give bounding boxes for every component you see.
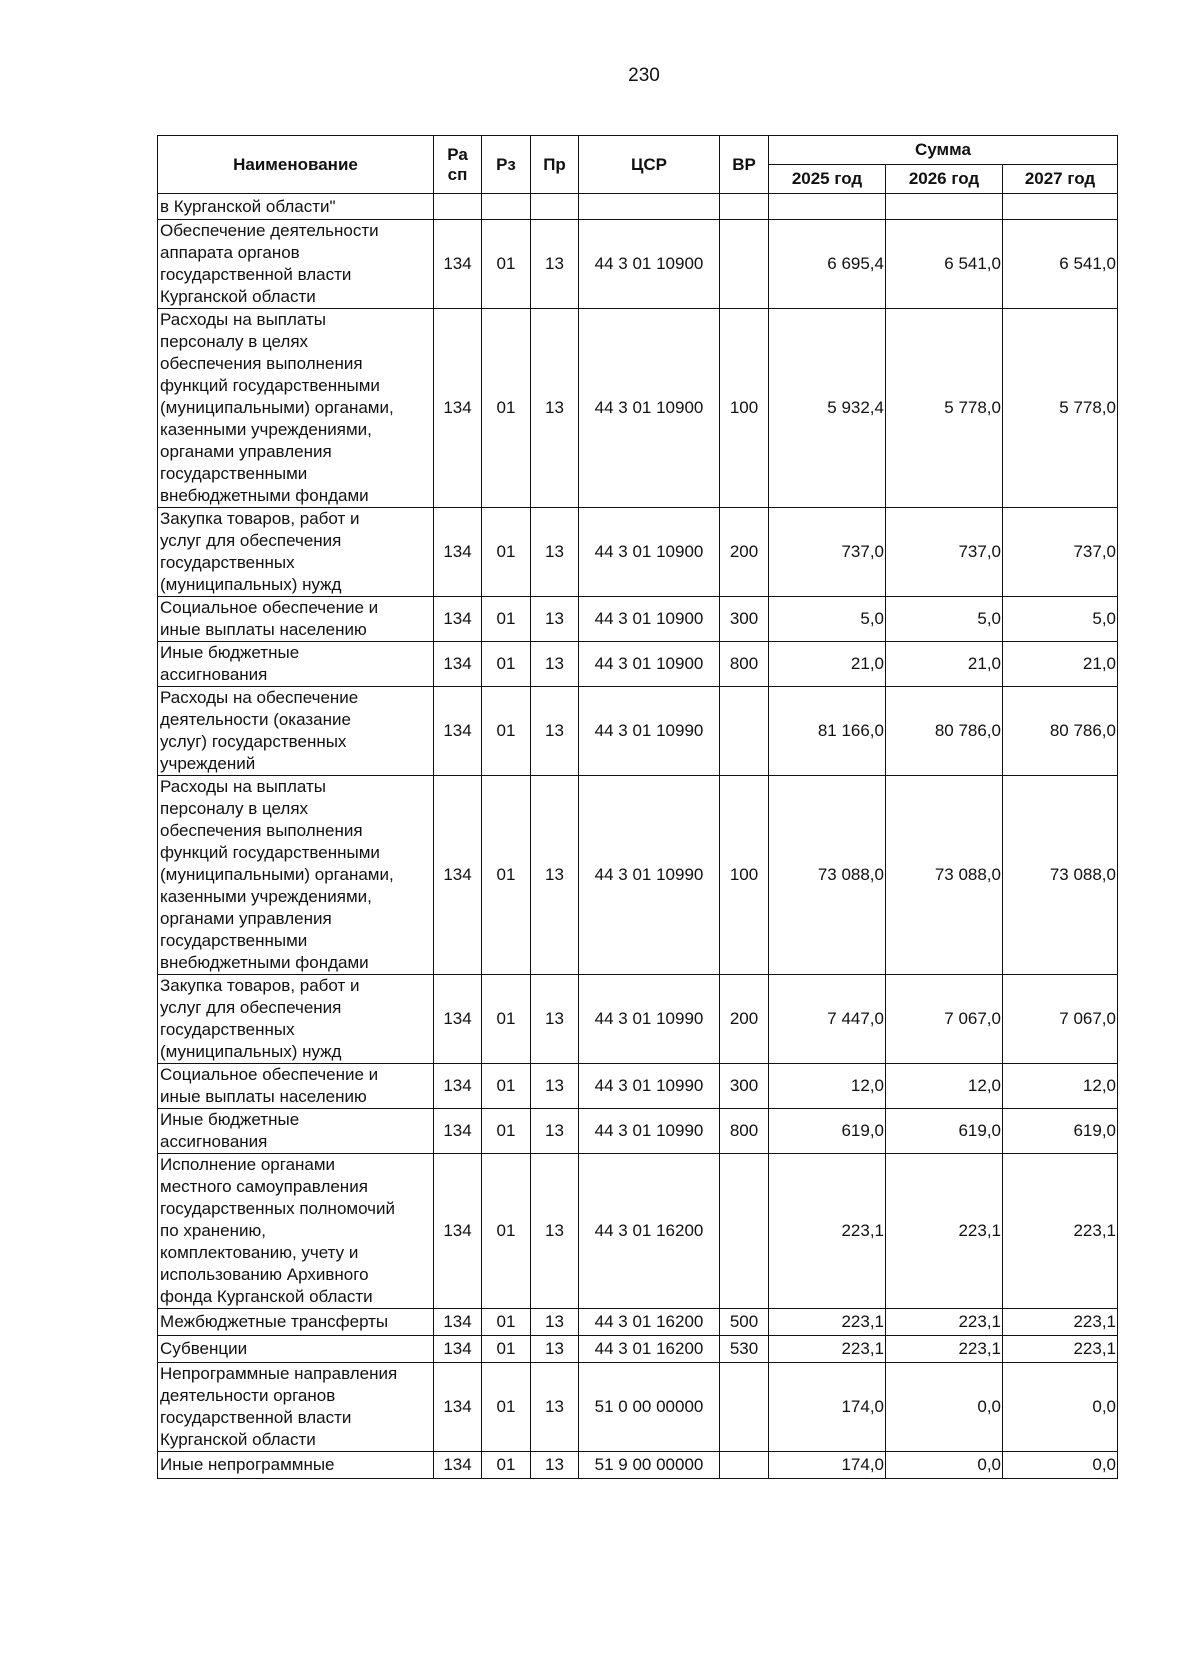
cell-vr: 100 xyxy=(720,776,769,975)
cell-pr: 13 xyxy=(531,1452,579,1479)
cell-s2026: 0,0 xyxy=(886,1452,1003,1479)
cell-vr xyxy=(720,1154,769,1309)
cell-csr: 44 3 01 10900 xyxy=(579,642,720,687)
cell-pr: 13 xyxy=(531,1309,579,1336)
table-row xyxy=(158,508,1118,597)
cell-s2025: 619,0 xyxy=(769,1109,886,1154)
cell-pr: 13 xyxy=(531,776,579,975)
table-row xyxy=(158,194,1118,220)
cell-vr xyxy=(720,1452,769,1479)
cell-rasp: 134 xyxy=(434,776,482,975)
cell-s2027: 21,0 xyxy=(1003,642,1118,687)
table-row xyxy=(158,642,1118,687)
cell-s2025: 73 088,0 xyxy=(769,776,886,975)
cell-s2026: 0,0 xyxy=(886,1363,1003,1452)
cell-rasp: 134 xyxy=(434,309,482,508)
cell-rz: 01 xyxy=(482,309,531,508)
cell-name: Исполнение органами местного самоуправления государственных полномочий по хранению, комплектованию, учету и использованию Архивного фонда Курганской области xyxy=(158,1154,434,1309)
cell-rz: 01 xyxy=(482,642,531,687)
cell-rz: 01 xyxy=(482,975,531,1064)
cell-vr xyxy=(720,194,769,220)
cell-name: Расходы на обеспечение деятельности (оказание услуг) государственных учреждений xyxy=(158,687,434,776)
cell-s2027: 5 778,0 xyxy=(1003,309,1118,508)
cell-s2025: 81 166,0 xyxy=(769,687,886,776)
cell-s2026: 5,0 xyxy=(886,597,1003,642)
cell-s2025: 7 447,0 xyxy=(769,975,886,1064)
cell-rasp: 134 xyxy=(434,220,482,309)
cell-vr: 300 xyxy=(720,1064,769,1109)
cell-vr xyxy=(720,220,769,309)
cell-rasp: 134 xyxy=(434,975,482,1064)
cell-csr: 44 3 01 10900 xyxy=(579,508,720,597)
cell-vr xyxy=(720,687,769,776)
cell-s2025 xyxy=(769,194,886,220)
cell-name: Субвенции xyxy=(158,1336,434,1363)
cell-s2027: 223,1 xyxy=(1003,1309,1118,1336)
cell-vr: 300 xyxy=(720,597,769,642)
header-2027: 2027 год xyxy=(1003,165,1118,194)
cell-s2025: 174,0 xyxy=(769,1452,886,1479)
cell-s2027: 223,1 xyxy=(1003,1336,1118,1363)
cell-rz: 01 xyxy=(482,1452,531,1479)
cell-s2027: 73 088,0 xyxy=(1003,776,1118,975)
cell-csr: 44 3 01 10900 xyxy=(579,309,720,508)
cell-s2026: 6 541,0 xyxy=(886,220,1003,309)
cell-s2025: 6 695,4 xyxy=(769,220,886,309)
cell-pr: 13 xyxy=(531,309,579,508)
cell-csr: 44 3 01 16200 xyxy=(579,1336,720,1363)
cell-s2025: 21,0 xyxy=(769,642,886,687)
cell-s2025: 174,0 xyxy=(769,1363,886,1452)
cell-csr: 44 3 01 10990 xyxy=(579,975,720,1064)
table-row xyxy=(158,597,1118,642)
cell-pr: 13 xyxy=(531,1154,579,1309)
cell-s2025: 737,0 xyxy=(769,508,886,597)
cell-name: в Курганской области" xyxy=(158,194,434,220)
cell-pr: 13 xyxy=(531,1109,579,1154)
cell-s2027: 223,1 xyxy=(1003,1154,1118,1309)
cell-rz: 01 xyxy=(482,597,531,642)
cell-s2027: 0,0 xyxy=(1003,1452,1118,1479)
cell-vr: 800 xyxy=(720,642,769,687)
cell-rz: 01 xyxy=(482,687,531,776)
cell-name: Расходы на выплаты персоналу в целях обеспечения выполнения функций государственными (муниципальными) органами, казенными учреждениями, органами управления государственными внебюджетными фондами xyxy=(158,776,434,975)
cell-s2026: 223,1 xyxy=(886,1154,1003,1309)
cell-rasp: 134 xyxy=(434,1452,482,1479)
cell-pr: 13 xyxy=(531,687,579,776)
cell-pr: 13 xyxy=(531,597,579,642)
cell-name: Иные бюджетные ассигнования xyxy=(158,1109,434,1154)
table-row xyxy=(158,1452,1118,1479)
cell-vr: 200 xyxy=(720,508,769,597)
cell-csr: 44 3 01 16200 xyxy=(579,1154,720,1309)
cell-csr: 44 3 01 10990 xyxy=(579,1109,720,1154)
cell-s2026: 7 067,0 xyxy=(886,975,1003,1064)
cell-name: Социальное обеспечение и иные выплаты населению xyxy=(158,1064,434,1109)
cell-pr: 13 xyxy=(531,1064,579,1109)
cell-csr: 51 9 00 00000 xyxy=(579,1452,720,1479)
cell-s2025: 223,1 xyxy=(769,1336,886,1363)
cell-s2027: 0,0 xyxy=(1003,1363,1118,1452)
cell-rasp: 134 xyxy=(434,508,482,597)
table-row xyxy=(158,1064,1118,1109)
table-row xyxy=(158,975,1118,1064)
table-row xyxy=(158,1363,1118,1452)
header-csr: ЦСР xyxy=(579,136,720,194)
cell-s2026: 12,0 xyxy=(886,1064,1003,1109)
cell-s2026: 223,1 xyxy=(886,1336,1003,1363)
cell-name: Закупка товаров, работ и услуг для обеспечения государственных (муниципальных) нужд xyxy=(158,508,434,597)
cell-s2026: 5 778,0 xyxy=(886,309,1003,508)
cell-s2027: 619,0 xyxy=(1003,1109,1118,1154)
table-body xyxy=(158,194,1118,1479)
cell-name: Межбюджетные трансферты xyxy=(158,1309,434,1336)
cell-csr: 44 3 01 10900 xyxy=(579,597,720,642)
cell-csr: 51 0 00 00000 xyxy=(579,1363,720,1452)
cell-pr: 13 xyxy=(531,975,579,1064)
cell-s2025: 5 932,4 xyxy=(769,309,886,508)
cell-s2027: 7 067,0 xyxy=(1003,975,1118,1064)
cell-name: Непрограммные направления деятельности органов государственной власти Курганской области xyxy=(158,1363,434,1452)
cell-rz: 01 xyxy=(482,1064,531,1109)
cell-vr: 200 xyxy=(720,975,769,1064)
table-row xyxy=(158,220,1118,309)
cell-s2025: 5,0 xyxy=(769,597,886,642)
header-name: Наименование xyxy=(158,136,434,194)
cell-name: Иные бюджетные ассигнования xyxy=(158,642,434,687)
cell-s2025: 223,1 xyxy=(769,1154,886,1309)
cell-vr: 100 xyxy=(720,309,769,508)
cell-pr: 13 xyxy=(531,1336,579,1363)
cell-pr xyxy=(531,194,579,220)
cell-s2027: 737,0 xyxy=(1003,508,1118,597)
budget-table xyxy=(157,135,1118,1479)
cell-s2026: 80 786,0 xyxy=(886,687,1003,776)
header-rz: Рз xyxy=(482,136,531,194)
cell-name: Расходы на выплаты персоналу в целях обеспечения выполнения функций государственными (муниципальными) органами, казенными учреждениями, органами управления государственными внебюджетными фондами xyxy=(158,309,434,508)
cell-s2026: 21,0 xyxy=(886,642,1003,687)
cell-vr: 800 xyxy=(720,1109,769,1154)
cell-s2025: 223,1 xyxy=(769,1309,886,1336)
cell-s2026: 223,1 xyxy=(886,1309,1003,1336)
table-row xyxy=(158,776,1118,975)
cell-vr: 530 xyxy=(720,1336,769,1363)
cell-csr: 44 3 01 10990 xyxy=(579,776,720,975)
cell-rz: 01 xyxy=(482,1154,531,1309)
header-sum: Сумма xyxy=(769,136,1118,165)
cell-s2027: 5,0 xyxy=(1003,597,1118,642)
cell-pr: 13 xyxy=(531,220,579,309)
cell-rasp: 134 xyxy=(434,687,482,776)
cell-s2025: 12,0 xyxy=(769,1064,886,1109)
cell-rasp xyxy=(434,194,482,220)
cell-pr: 13 xyxy=(531,1363,579,1452)
cell-vr xyxy=(720,1363,769,1452)
cell-csr: 44 3 01 10900 xyxy=(579,220,720,309)
cell-rasp: 134 xyxy=(434,1309,482,1336)
table-row xyxy=(158,1154,1118,1309)
header-2026: 2026 год xyxy=(886,165,1003,194)
cell-s2027: 80 786,0 xyxy=(1003,687,1118,776)
cell-s2026: 737,0 xyxy=(886,508,1003,597)
table-row xyxy=(158,687,1118,776)
cell-rasp: 134 xyxy=(434,642,482,687)
cell-rz: 01 xyxy=(482,1336,531,1363)
cell-rz: 01 xyxy=(482,508,531,597)
cell-s2026: 619,0 xyxy=(886,1109,1003,1154)
cell-name: Обеспечение деятельности аппарата органов государственной власти Курганской области xyxy=(158,220,434,309)
header-2025: 2025 год xyxy=(769,165,886,194)
cell-vr: 500 xyxy=(720,1309,769,1336)
cell-pr: 13 xyxy=(531,508,579,597)
cell-csr: 44 3 01 10990 xyxy=(579,687,720,776)
header-vr: ВР xyxy=(720,136,769,194)
cell-s2026 xyxy=(886,194,1003,220)
cell-rz: 01 xyxy=(482,220,531,309)
table-row xyxy=(158,1109,1118,1154)
cell-rz: 01 xyxy=(482,1109,531,1154)
page-number: 230 xyxy=(628,65,660,86)
table-row xyxy=(158,309,1118,508)
cell-csr xyxy=(579,194,720,220)
cell-s2027: 6 541,0 xyxy=(1003,220,1118,309)
cell-rasp: 134 xyxy=(434,1154,482,1309)
cell-rasp: 134 xyxy=(434,1336,482,1363)
cell-rasp: 134 xyxy=(434,1064,482,1109)
header-pr: Пр xyxy=(531,136,579,194)
cell-rz: 01 xyxy=(482,1363,531,1452)
table-row xyxy=(158,1309,1118,1336)
cell-rz xyxy=(482,194,531,220)
cell-csr: 44 3 01 10990 xyxy=(579,1064,720,1109)
table-header xyxy=(158,136,1118,194)
cell-csr: 44 3 01 16200 xyxy=(579,1309,720,1336)
cell-rz: 01 xyxy=(482,1309,531,1336)
cell-rasp: 134 xyxy=(434,1363,482,1452)
cell-rz: 01 xyxy=(482,776,531,975)
cell-s2027: 12,0 xyxy=(1003,1064,1118,1109)
cell-rasp: 134 xyxy=(434,597,482,642)
header-rasp: Ра сп xyxy=(434,136,482,194)
cell-s2026: 73 088,0 xyxy=(886,776,1003,975)
cell-pr: 13 xyxy=(531,642,579,687)
cell-name: Закупка товаров, работ и услуг для обеспечения государственных (муниципальных) нужд xyxy=(158,975,434,1064)
table-row xyxy=(158,1336,1118,1363)
cell-s2027 xyxy=(1003,194,1118,220)
cell-rasp: 134 xyxy=(434,1109,482,1154)
cell-name: Иные непрограммные xyxy=(158,1452,434,1479)
cell-name: Социальное обеспечение и иные выплаты населению xyxy=(158,597,434,642)
